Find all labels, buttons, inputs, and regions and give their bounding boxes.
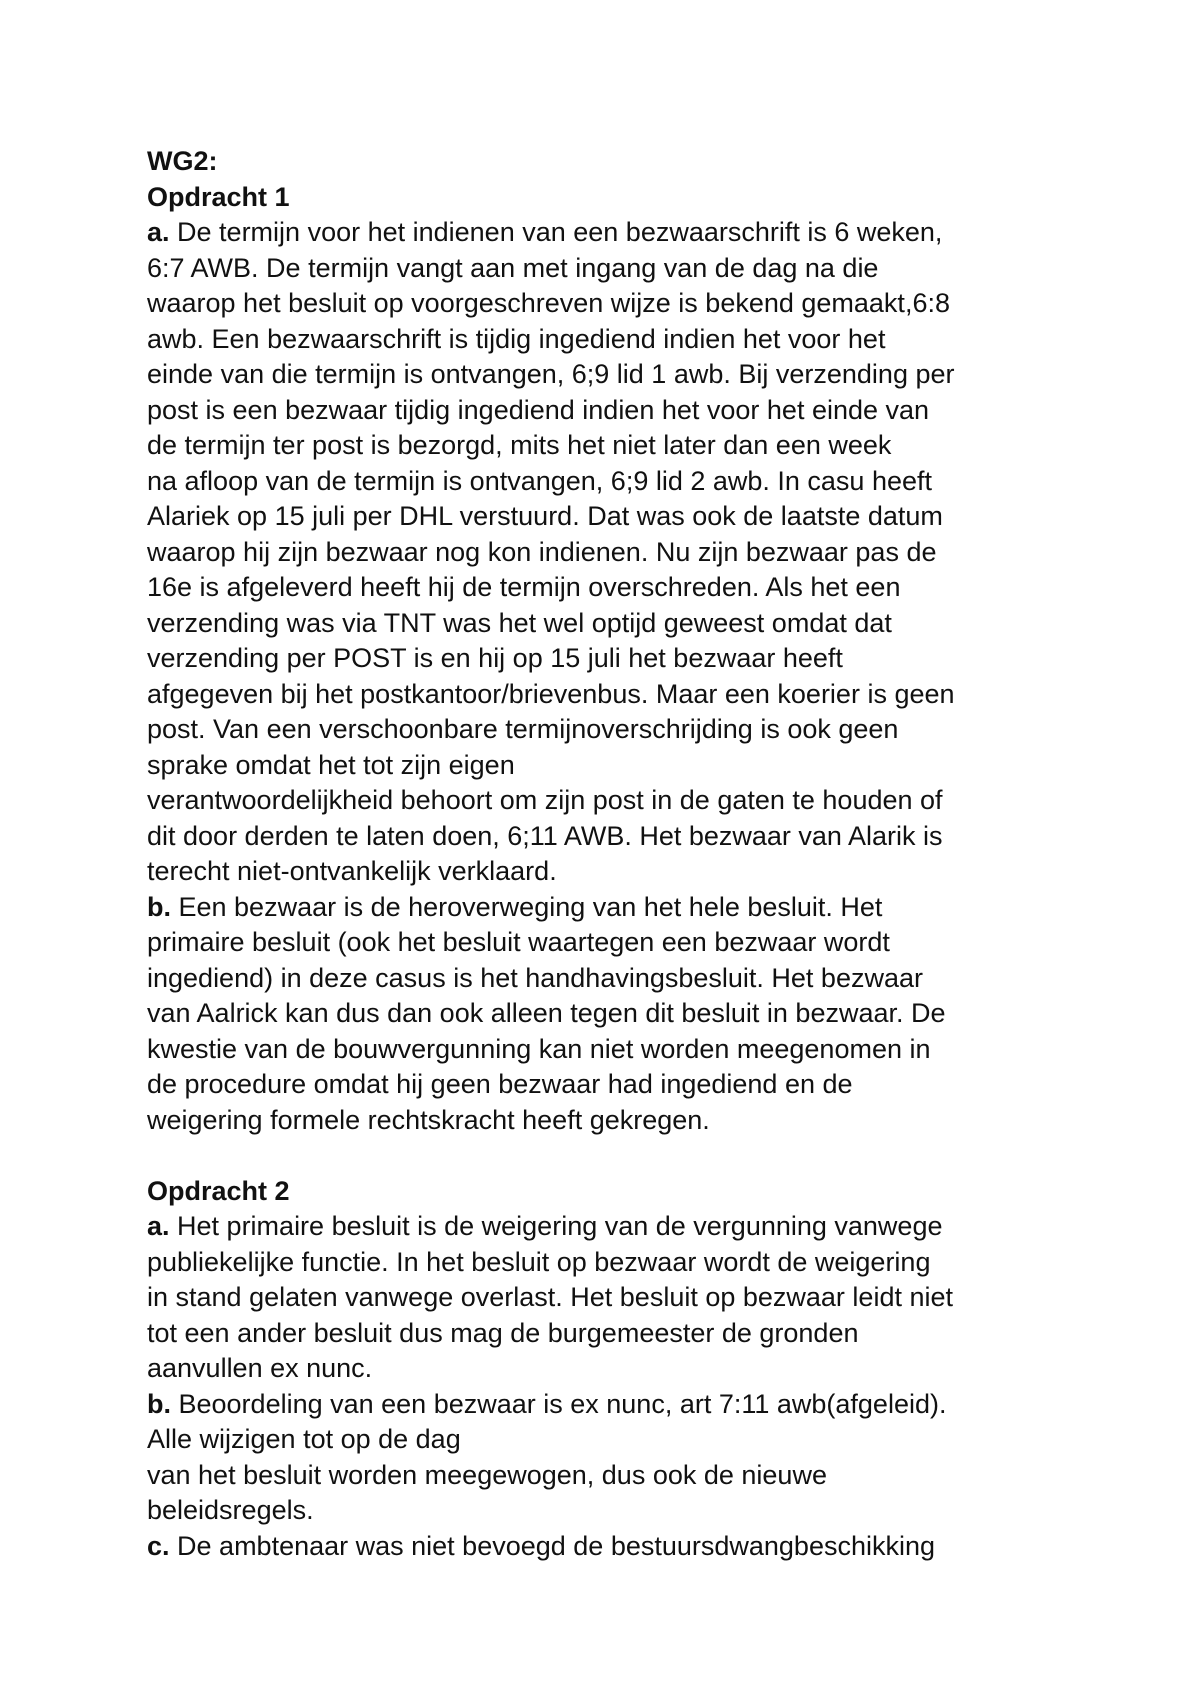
paragraph-line: de procedure omdat hij geen bezwaar had ingediend en de [147,1069,853,1099]
paragraph-line: aanvullen ex nunc. [147,1353,373,1383]
paragraph-line: publiekelijke functie. In het besluit op bezwaar wordt de weigering [147,1246,931,1277]
answer-marker: b. [147,1388,171,1419]
answer-marker: a. [147,1211,170,1241]
answer-1b [147,890,1147,1139]
paragraph-line: dit door derden te laten doen, 6;11 AWB. Het bezwaar van Alarik is [147,820,943,851]
document-heading: WG2: [147,146,218,176]
paragraph-line: verantwoordelijkheid behoort om zijn post in de gaten te houden of [147,785,943,815]
answer-2b [147,1387,1147,1529]
paragraph-line: awb. Een bezwaarschrift is tijdig ingediend indien het voor het [147,323,886,354]
paragraph-line [147,890,1147,926]
paragraph-line [147,215,1147,251]
answer-2a [147,1209,1147,1387]
paragraph-line: Alariek op 15 juli per DHL verstuurd. Dat was ook de laatste datum [147,501,943,531]
paragraph-line: 16e is afgeleverd heeft hij de termijn overschreden. Als het een [147,572,901,602]
line-text: Het primaire besluit is de weigering van de vergunning vanwege [169,1211,943,1241]
answer-2c [147,1529,1147,1565]
paragraph-line: na afloop van de termijn is ontvangen, 6;9 lid 2 awb. In casu heeft [147,465,933,496]
paragraph-line: tot een ander besluit dus mag de burgemeester de gronden [147,1317,859,1348]
paragraph-line: terecht niet-ontvankelijk verklaard. [147,856,557,886]
paragraph-line: primaire besluit (ook het besluit waartegen een bezwaar wordt [147,927,890,957]
line-text: De ambtenaar was niet bevoegd de bestuursdwangbeschikking [169,1530,936,1561]
paragraph-line: ingediend) in deze casus is het handhavingsbesluit. Het bezwaar [147,962,923,993]
paragraph-line: beleidsregels. [147,1495,314,1525]
paragraph-line: verzending per POST is en hij op 15 juli het bezwaar heeft [147,643,843,673]
paragraph-line [147,1529,1147,1565]
paragraph-line: post is een bezwaar tijdig ingediend indien het voor het einde van [147,394,930,425]
paragraph-line: in stand gelaten vanwege overlast. Het besluit op bezwaar leidt niet [147,1282,953,1312]
answer-marker: b. [147,891,171,922]
document-body [147,144,1147,1564]
paragraph-line [147,1209,1147,1245]
paragraph-line: waarop hij zijn bezwaar nog kon indienen. Nu zijn bezwaar pas de [147,536,937,567]
paragraph-line: Alle wijzigen tot op de dag [147,1424,461,1454]
line-text: Beoordeling van een bezwaar is ex nunc, art 7:11 awb(afgeleid). [171,1388,947,1419]
answer-marker: a. [147,217,170,247]
paragraph-line: verzending was via TNT was het wel optijd geweest omdat dat [147,607,892,638]
section-title-opdracht-1: Opdracht 1 [147,181,290,212]
paragraph-line: kwestie van de bouwvergunning kan niet worden meegenomen in [147,1033,931,1064]
paragraph-line: van het besluit worden meegewogen, dus ook de nieuwe [147,1459,827,1490]
paragraph-line: de termijn ter post is bezorgd, mits het niet later dan een week [147,430,892,460]
paragraph-line [147,1387,1147,1423]
paragraph-line: einde van die termijn is ontvangen, 6;9 lid 1 awb. Bij verzending per [147,359,955,389]
line-text: Een bezwaar is de heroverweging van het hele besluit. Het [171,891,883,922]
answer-1a [147,215,1147,890]
paragraph-line: 6:7 AWB. De termijn vangt aan met ingang van de dag na die [147,252,879,283]
spacer [147,1138,1147,1174]
paragraph-line: sprake omdat het tot zijn eigen [147,749,515,780]
paragraph-line: afgegeven bij het postkantoor/brievenbus. Maar een koerier is geen [147,678,955,709]
section-title-opdracht-2: Opdracht 2 [147,1175,290,1206]
answer-marker: c. [147,1530,170,1561]
paragraph-line: weigering formele rechtskracht heeft gekregen. [147,1104,710,1135]
paragraph-line: waarop het besluit op voorgeschreven wijze is bekend gemaakt,6:8 [147,288,950,318]
line-text: De termijn voor het indienen van een bezwaarschrift is 6 weken, [169,217,943,247]
paragraph-line: post. Van een verschoonbare termijnoverschrijding is ook geen [147,714,899,744]
paragraph-line: van Aalrick kan dus dan ook alleen tegen dit besluit in bezwaar. De [147,998,946,1028]
